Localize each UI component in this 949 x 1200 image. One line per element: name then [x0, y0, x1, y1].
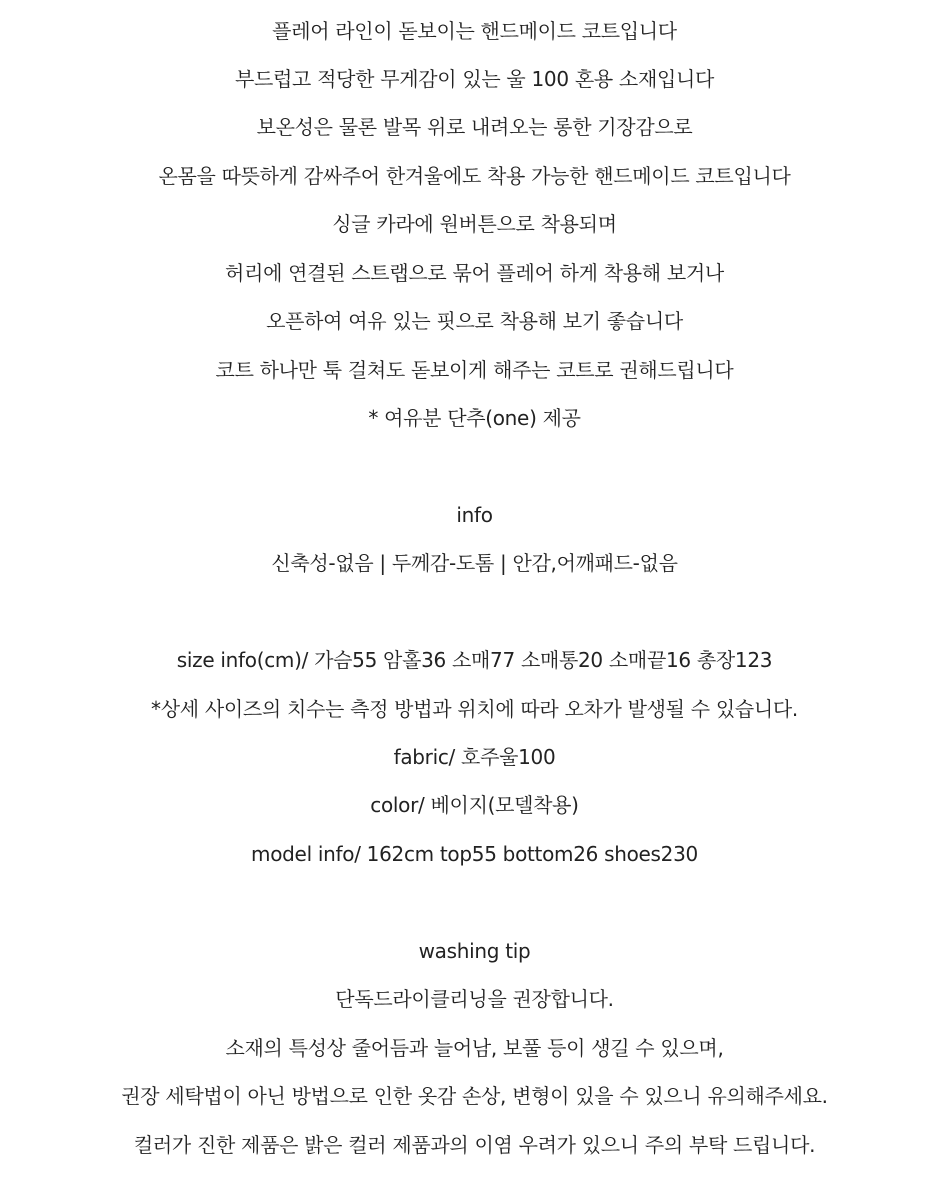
description-line: 허리에 연결된 스트랩으로 묶어 플레어 하게 착용해 보거나 — [225, 261, 724, 285]
description-line: 부드럽고 적당한 무게감이 있는 울 100 혼용 소재입니다 — [234, 67, 715, 91]
washing-line: 소재의 특성상 줄어듬과 늘어남, 보풀 등이 생길 수 있으며, — [225, 1036, 724, 1060]
description-line: 싱글 카라에 원버튼으로 착용되며 — [332, 212, 617, 236]
description-line: 온몸을 따뜻하게 감싸주어 한겨울에도 착용 가능한 핸드메이드 코트입니다 — [158, 164, 791, 188]
fabric-info: fabric/ 호주울100 — [393, 745, 556, 769]
model-info: model info/ 162cm top55 bottom26 shoes230 — [251, 842, 698, 866]
description-line: 보온성은 물론 발목 위로 내려오는 롱한 기장감으로 — [256, 115, 693, 139]
washing-line: 권장 세탁법이 아닌 방법으로 인한 옷감 손상, 변형이 있을 수 있으니 유의해주세요. — [121, 1084, 828, 1108]
info-details: 신축성-없음 | 두께감-도톰 | 안감,어깨패드-없음 — [271, 551, 678, 575]
spare-button-note: * 여유분 단추(one) 제공 — [368, 406, 581, 430]
description-line: 플레어 라인이 돋보이는 핸드메이드 코트입니다 — [272, 19, 677, 43]
color-info: color/ 베이지(모델착용) — [370, 793, 579, 817]
info-heading: info — [456, 503, 493, 527]
washing-heading: washing tip — [418, 939, 531, 963]
size-info: size info(cm)/ 가슴55 암홀36 소매77 소매통20 소매끝16 총장123 — [176, 648, 773, 672]
washing-line: 단독드라이클리닝을 권장합니다. — [335, 987, 614, 1011]
description-line: 오픈하여 여유 있는 핏으로 착용해 보기 좋습니다 — [266, 309, 683, 333]
washing-line: 컬러가 진한 제품은 밝은 컬러 제품과의 이염 우려가 있으니 주의 부탁 드립니다. — [133, 1133, 816, 1157]
description-line: 코트 하나만 툭 걸쳐도 돋보이게 해주는 코트로 권해드립니다 — [215, 358, 734, 382]
size-note: *상세 사이즈의 치수는 측정 방법과 위치에 따라 오차가 발생될 수 있습니다. — [151, 697, 798, 721]
